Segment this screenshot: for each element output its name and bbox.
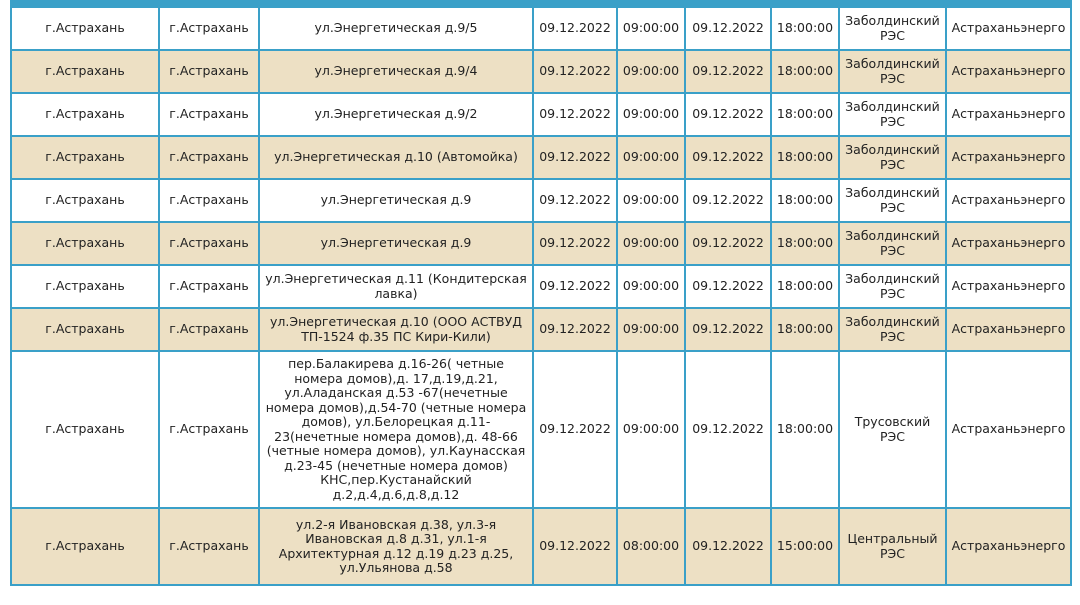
header-cell	[685, 0, 771, 7]
res-cell: Заболдинский РЭС	[839, 93, 946, 136]
locality-cell: г.Астрахань	[159, 50, 259, 93]
end-time-cell: 18:00:00	[771, 351, 839, 508]
end-date-cell: 09.12.2022	[685, 7, 771, 50]
start-time-cell: 08:00:00	[617, 508, 685, 585]
outage-table	[10, 0, 1072, 586]
org-cell: Астраханьэнерго	[946, 508, 1071, 585]
org-cell: Астраханьэнерго	[946, 351, 1071, 508]
org-cell: Астраханьэнерго	[946, 50, 1071, 93]
locality-cell: г.Астрахань	[159, 308, 259, 351]
start-time-cell: 09:00:00	[617, 50, 685, 93]
city-cell: г.Астрахань	[11, 222, 159, 265]
table-row	[11, 351, 1071, 508]
end-time-cell: 18:00:00	[771, 136, 839, 179]
locality-cell: г.Астрахань	[159, 265, 259, 308]
end-time-cell: 18:00:00	[771, 265, 839, 308]
end-time-cell: 18:00:00	[771, 179, 839, 222]
city-cell: г.Астрахань	[11, 7, 159, 50]
locality-cell: г.Астрахань	[159, 136, 259, 179]
end-date-cell: 09.12.2022	[685, 308, 771, 351]
res-cell: Трусовский РЭС	[839, 351, 946, 508]
locality-cell: г.Астрахань	[159, 7, 259, 50]
table-row	[11, 308, 1071, 351]
table-row	[11, 222, 1071, 265]
start-time-cell: 09:00:00	[617, 136, 685, 179]
city-cell: г.Астрахань	[11, 351, 159, 508]
table-row	[11, 265, 1071, 308]
start-time-cell: 09:00:00	[617, 265, 685, 308]
address-cell: ул.Энергетическая д.10 (ООО АСТВУД ТП-1524 ф.35 ПС Кири-Кили)	[259, 308, 533, 351]
start-date-cell: 09.12.2022	[533, 351, 617, 508]
end-date-cell: 09.12.2022	[685, 179, 771, 222]
address-cell: ул.Энергетическая д.10 (Автомойка)	[259, 136, 533, 179]
end-time-cell: 18:00:00	[771, 93, 839, 136]
res-cell: Центральный РЭС	[839, 508, 946, 585]
res-cell: Заболдинский РЭС	[839, 265, 946, 308]
res-cell: Заболдинский РЭС	[839, 179, 946, 222]
locality-cell: г.Астрахань	[159, 222, 259, 265]
locality-cell: г.Астрахань	[159, 508, 259, 585]
start-time-cell: 09:00:00	[617, 7, 685, 50]
city-cell: г.Астрахань	[11, 508, 159, 585]
start-time-cell: 09:00:00	[617, 222, 685, 265]
city-cell: г.Астрахань	[11, 50, 159, 93]
start-date-cell: 09.12.2022	[533, 308, 617, 351]
table-row	[11, 7, 1071, 50]
city-cell: г.Астрахань	[11, 136, 159, 179]
address-cell: пер.Балакирева д.16-26( четные номера домов),д. 17,д.19,д.21, ул.Аладанская д.53 -67(нечетные номера домов),д.54-70 (четные номера домов), ул.Белорецкая д.11-23(нечетные номера домов),д. 48-66 (четные номера домов), ул.Каунасская д.23-45 (нечетные номера домов) КНС,пер.Кустанайский д.2,д.4,д.6,д.8,д.12	[259, 351, 533, 508]
start-date-cell: 09.12.2022	[533, 179, 617, 222]
table-row	[11, 179, 1071, 222]
city-cell: г.Астрахань	[11, 308, 159, 351]
end-date-cell: 09.12.2022	[685, 93, 771, 136]
start-date-cell: 09.12.2022	[533, 93, 617, 136]
header-cell	[617, 0, 685, 7]
end-date-cell: 09.12.2022	[685, 136, 771, 179]
org-cell: Астраханьэнерго	[946, 265, 1071, 308]
header-cell	[259, 0, 533, 7]
address-cell: ул.Энергетическая д.9	[259, 222, 533, 265]
start-time-cell: 09:00:00	[617, 93, 685, 136]
org-cell: Астраханьэнерго	[946, 308, 1071, 351]
end-time-cell: 15:00:00	[771, 508, 839, 585]
header-cell	[839, 0, 946, 7]
address-cell: ул.Энергетическая д.9/5	[259, 7, 533, 50]
start-date-cell: 09.12.2022	[533, 7, 617, 50]
res-cell: Заболдинский РЭС	[839, 308, 946, 351]
table-row	[11, 93, 1071, 136]
res-cell: Заболдинский РЭС	[839, 7, 946, 50]
address-cell: ул.Энергетическая д.9	[259, 179, 533, 222]
city-cell: г.Астрахань	[11, 179, 159, 222]
table-row	[11, 50, 1071, 93]
start-date-cell: 09.12.2022	[533, 136, 617, 179]
address-cell: ул.Энергетическая д.9/4	[259, 50, 533, 93]
table-row	[11, 508, 1071, 585]
header-cell	[533, 0, 617, 7]
start-date-cell: 09.12.2022	[533, 265, 617, 308]
res-cell: Заболдинский РЭС	[839, 50, 946, 93]
header-cell	[771, 0, 839, 7]
start-time-cell: 09:00:00	[617, 351, 685, 508]
start-time-cell: 09:00:00	[617, 308, 685, 351]
end-date-cell: 09.12.2022	[685, 222, 771, 265]
city-cell: г.Астрахань	[11, 93, 159, 136]
org-cell: Астраханьэнерго	[946, 222, 1071, 265]
locality-cell: г.Астрахань	[159, 351, 259, 508]
org-cell: Астраханьэнерго	[946, 136, 1071, 179]
outage-table-container	[10, 0, 1070, 586]
res-cell: Заболдинский РЭС	[839, 222, 946, 265]
end-date-cell: 09.12.2022	[685, 508, 771, 585]
org-cell: Астраханьэнерго	[946, 7, 1071, 50]
end-time-cell: 18:00:00	[771, 50, 839, 93]
address-cell: ул.Энергетическая д.9/2	[259, 93, 533, 136]
city-cell: г.Астрахань	[11, 265, 159, 308]
start-date-cell: 09.12.2022	[533, 222, 617, 265]
org-cell: Астраханьэнерго	[946, 179, 1071, 222]
end-time-cell: 18:00:00	[771, 308, 839, 351]
header-cell	[159, 0, 259, 7]
address-cell: ул.Энергетическая д.11 (Кондитерская лавка)	[259, 265, 533, 308]
table-row	[11, 136, 1071, 179]
header-cell	[946, 0, 1071, 7]
locality-cell: г.Астрахань	[159, 179, 259, 222]
header-cell	[11, 0, 159, 7]
start-time-cell: 09:00:00	[617, 179, 685, 222]
table-header-row	[11, 0, 1071, 7]
address-cell: ул.2-я Ивановская д.38, ул.3-я Ивановская д.8 д.31, ул.1-я Архитектурная д.12 д.19 д.23 д.25, ул.Ульянова д.58	[259, 508, 533, 585]
locality-cell: г.Астрахань	[159, 93, 259, 136]
end-date-cell: 09.12.2022	[685, 265, 771, 308]
end-time-cell: 18:00:00	[771, 222, 839, 265]
end-date-cell: 09.12.2022	[685, 351, 771, 508]
end-date-cell: 09.12.2022	[685, 50, 771, 93]
end-time-cell: 18:00:00	[771, 7, 839, 50]
res-cell: Заболдинский РЭС	[839, 136, 946, 179]
start-date-cell: 09.12.2022	[533, 50, 617, 93]
start-date-cell: 09.12.2022	[533, 508, 617, 585]
org-cell: Астраханьэнерго	[946, 93, 1071, 136]
